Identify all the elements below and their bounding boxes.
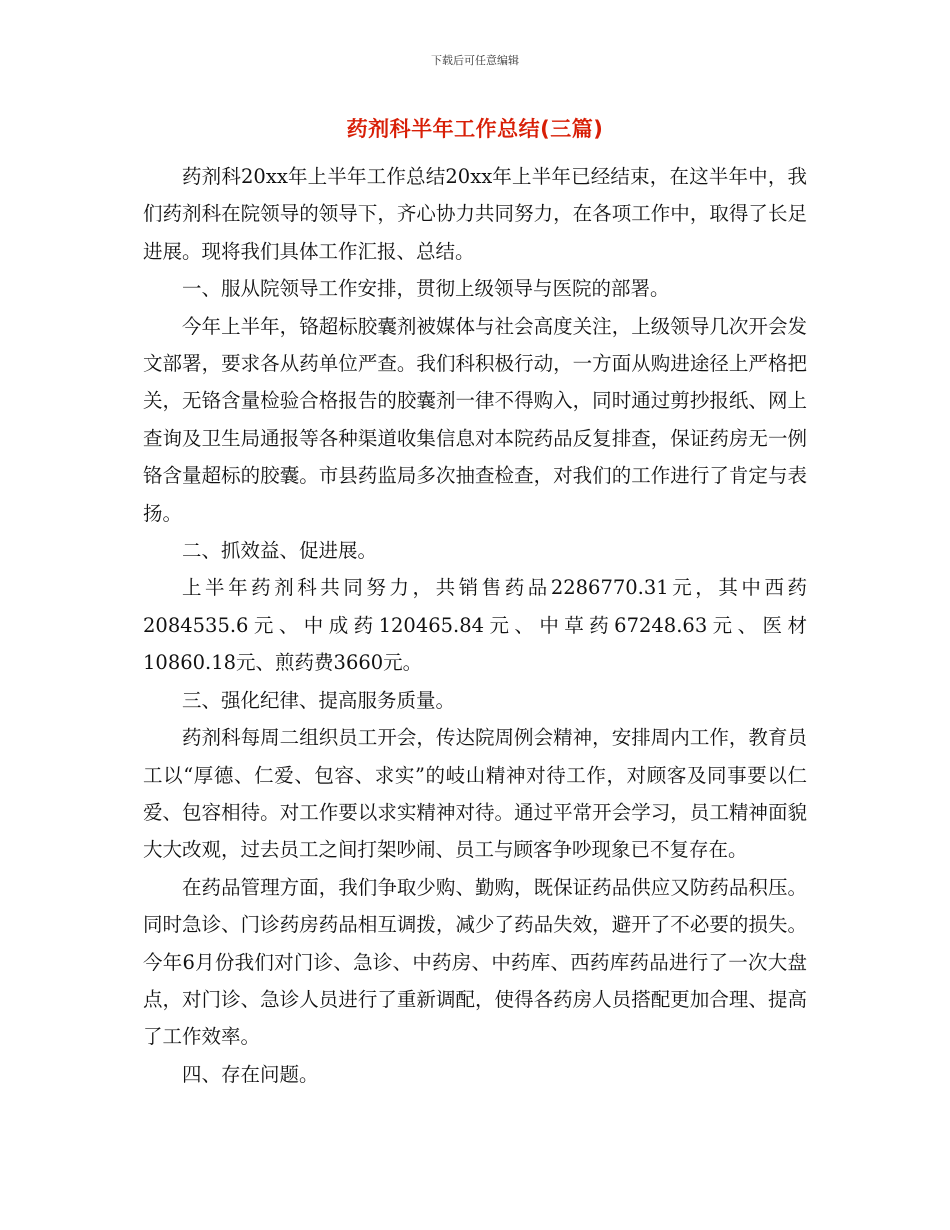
paragraph-section-1: 今年上半年，铬超标胶囊剂被媒体与社会高度关注，上级领导几次开会发文部署，要求各从药单位严查。我们科积极行动，一方面从购进途径上严格把关，无铬含量检验合格报告的胶囊剂一律不得购入，同时通过剪抄报纸、网上查询及卫生局通报等各种渠道收集信息对本院药品反复排查，保证药房无一例铬含量超标的胶囊。市县药监局多次抽查检查，对我们的工作进行了肯定与表扬。: [143, 314, 807, 525]
paragraph-section-3a: 药剂科每周二组织员工开会，传达院周例会精神，安排周内工作，教育员工以“厚德、仁爱、包容、求实”的岐山精神对待工作，对顾客及同事要以仁爱、包容相待。对工作要以求实精神对待。通过平常开会学习，员工精神面貌大大改观，过去员工之间打架吵闹、员工与顾客争吵现象已不复存在。: [143, 726, 807, 862]
section-heading-2: 二、抓效益、促进展。: [182, 539, 378, 563]
page-header-note: 下载后可任意编辑: [431, 54, 519, 67]
paragraph-section-3b: 在药品管理方面，我们争取少购、勤购，既保证药品供应又防药品积压。同时急诊、门诊药房药品相互调拨，减少了药品失效，避开了不必要的损失。今年6月份我们对门诊、急诊、中药房、中药库、西药库药品进行了一次大盘点，对门诊、急诊人员进行了重新调配，使得各药房人员搭配更加合理、提高了工作效率。: [143, 875, 807, 1049]
section-heading-4: 四、存在问题。: [182, 1062, 319, 1086]
document-title: 药剂科半年工作总结(三篇): [346, 117, 604, 141]
section-heading-3: 三、强化纪律、提高服务质量。: [182, 688, 456, 712]
paragraph-intro: 药剂科20xx年上半年工作总结20xx年上半年已经结束，在这半年中，我们药剂科在院领导的领导下，齐心协力共同努力，在各项工作中，取得了长足进展。现将我们具体工作汇报、总结。: [143, 165, 807, 263]
section-heading-1: 一、服从院领导工作安排，贯彻上级领导与医院的部署。: [182, 277, 670, 301]
paragraph-section-2: 上半年药剂科共同努力，共销售药品2286770.31元，其中西药2084535.6元、中成药120465.84元、中草药67248.63元、医材10860.18元、煎药费3660元。: [143, 576, 807, 675]
document-body: [143, 158, 807, 1093]
